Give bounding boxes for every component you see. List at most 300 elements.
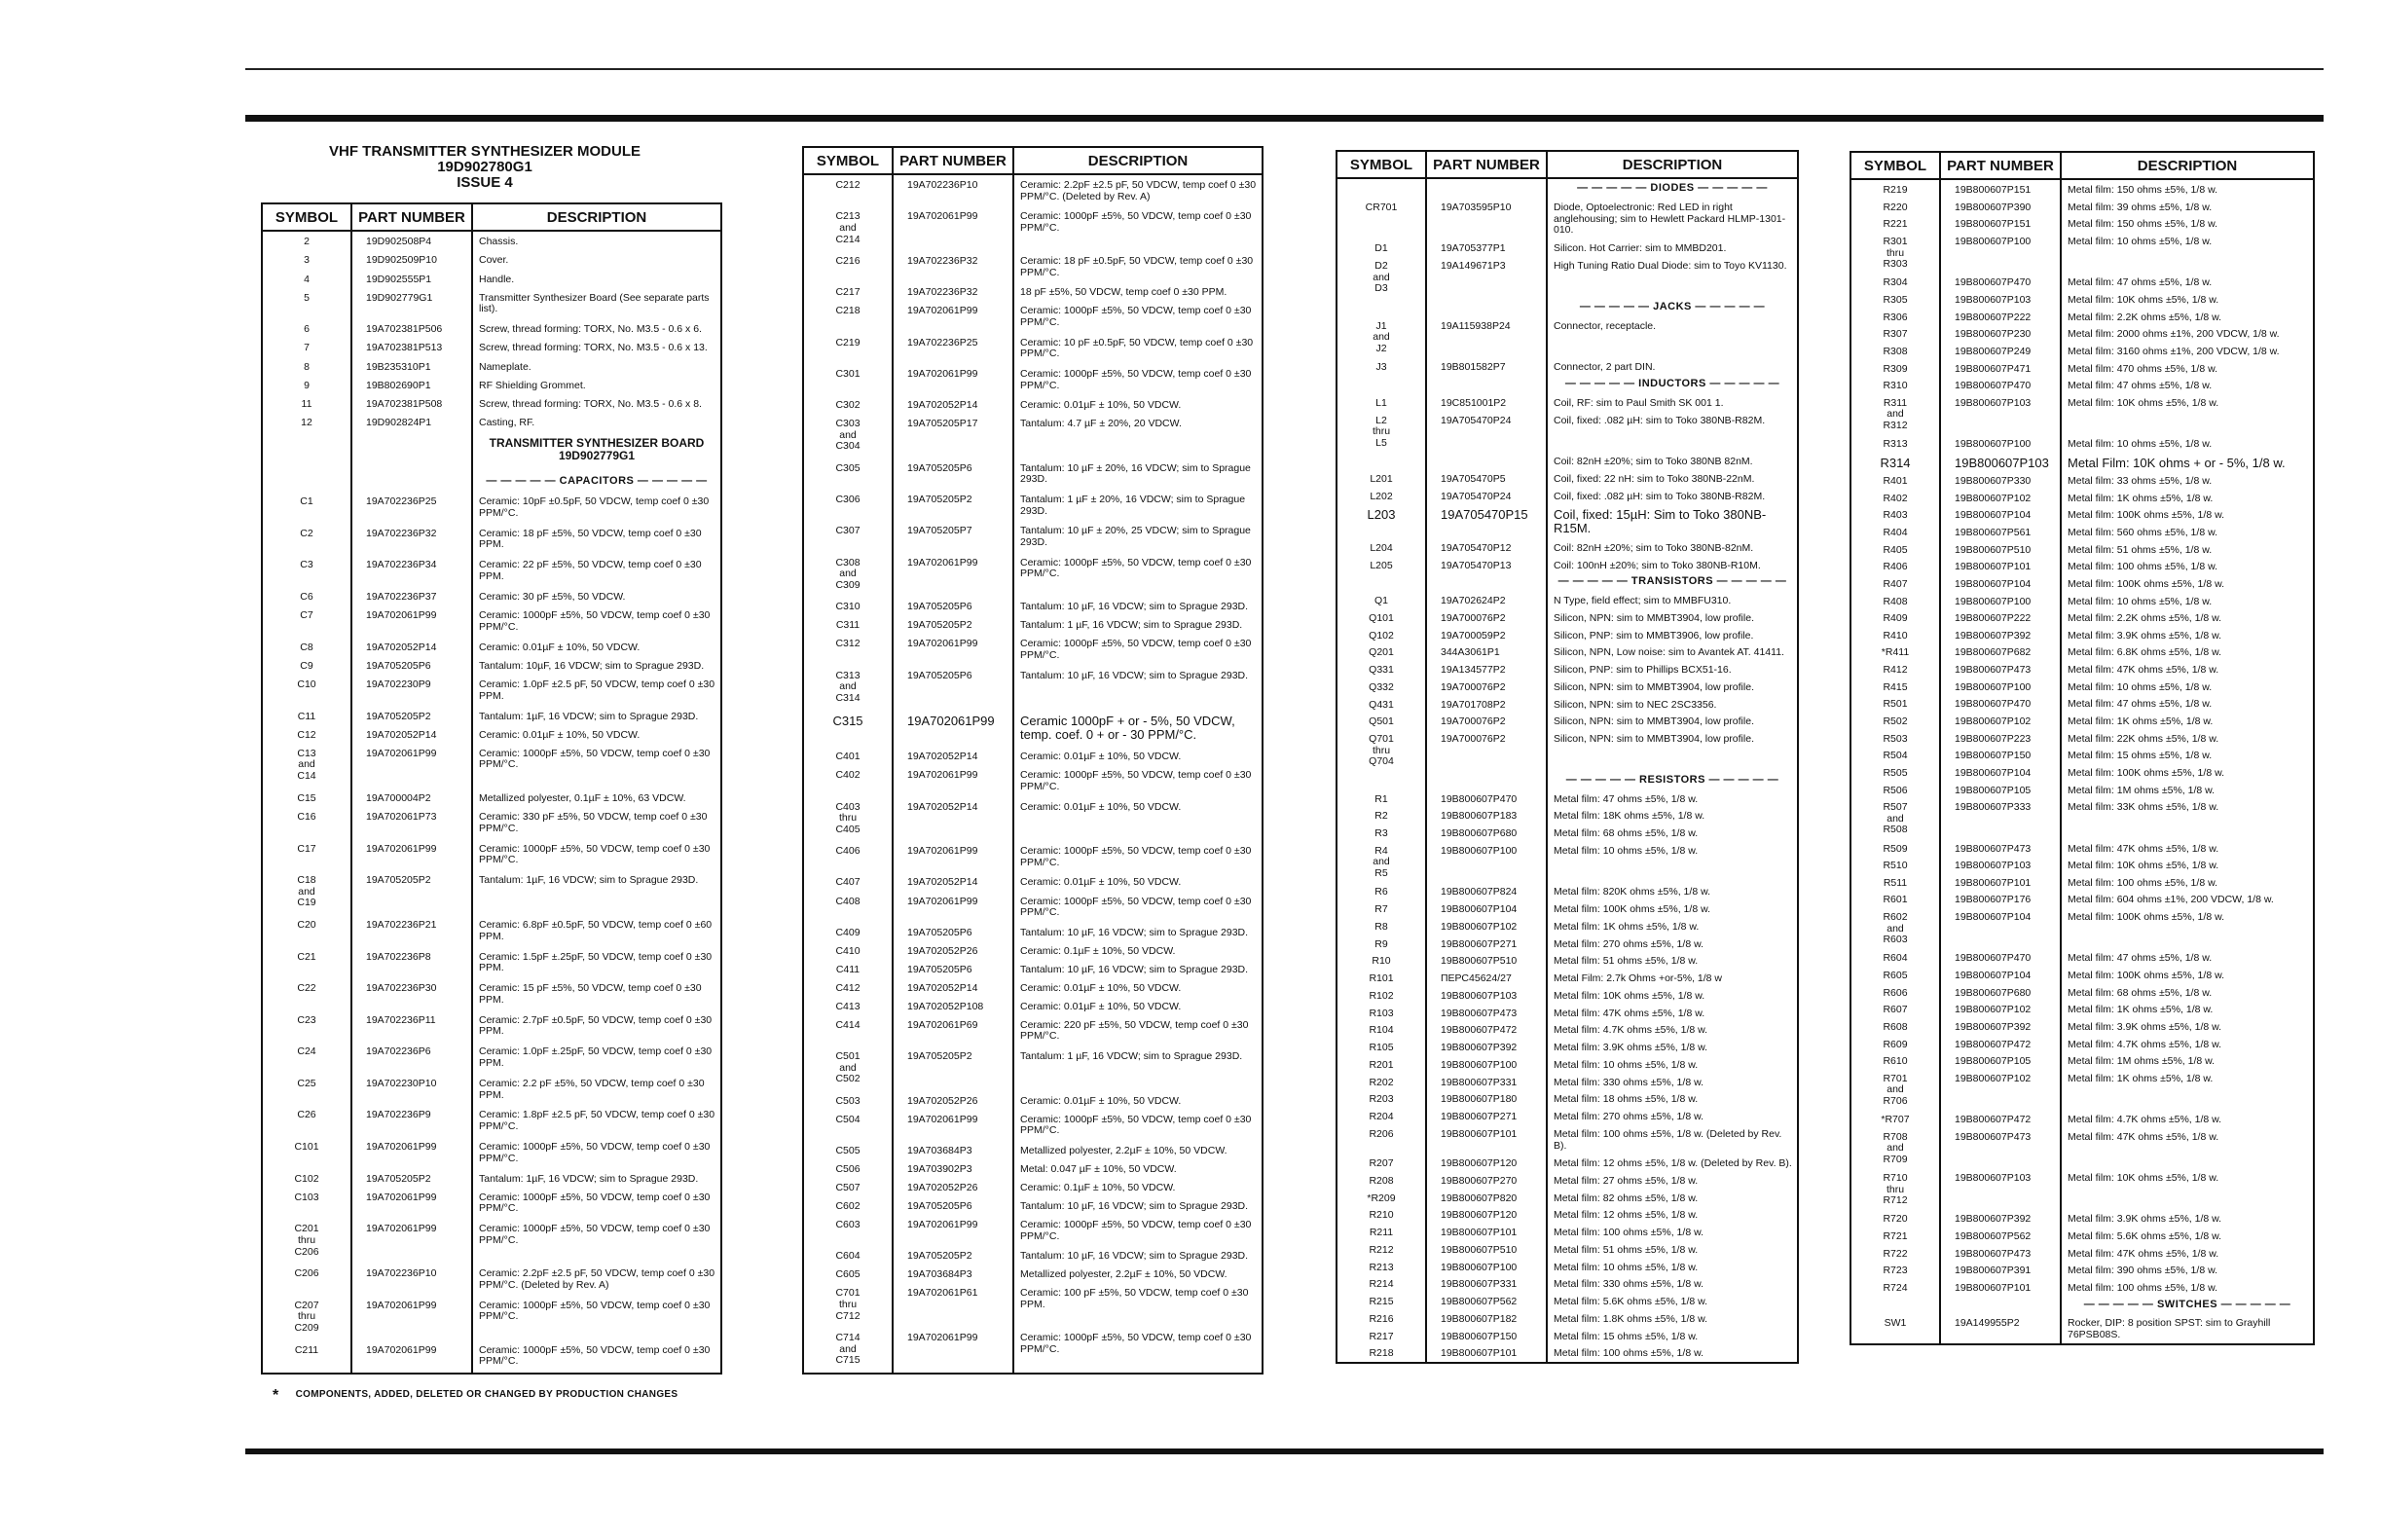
table-row xyxy=(262,319,721,338)
description-cell: Metallized polyester, 0.1µF ± 10%, 63 VDCW. xyxy=(472,788,721,807)
blank-cell xyxy=(1940,1296,2061,1314)
part-number-cell: 19B800607P331 xyxy=(1426,1274,1547,1292)
blank-cell xyxy=(1337,375,1426,393)
table-row xyxy=(1850,1244,2314,1262)
symbol-cell: L205 xyxy=(1337,556,1426,573)
description-cell: Metal film: 10 ohms ±5%, 1/8 w. xyxy=(2061,678,2314,695)
description-cell: Ceramic: 1.0pF ±.25pF, 50 VDCW, temp coef 0 ±30 PPM. xyxy=(472,1042,721,1074)
table-row xyxy=(262,1074,721,1106)
part-number-cell: 19B800607P100 xyxy=(1940,592,2061,609)
footnote xyxy=(273,1387,678,1405)
section-heading-row xyxy=(1337,572,1798,591)
part-number-cell: 19B800607P510 xyxy=(1426,1240,1547,1258)
part-number-cell: 19B800607P104 xyxy=(1940,505,2061,523)
table-row xyxy=(803,395,1263,414)
section-heading: — — — — — RESISTORS — — — — — xyxy=(1565,773,1779,786)
symbol-cell: R608 xyxy=(1850,1017,1940,1035)
part-number-cell: 19A705205P2 xyxy=(893,615,1013,634)
part-number-cell: 19A702061P99 xyxy=(351,605,472,638)
table-row xyxy=(803,710,1263,747)
part-number-cell: 19B800607P510 xyxy=(1940,540,2061,558)
part-number-cell: 19A702061P99 xyxy=(893,634,1013,665)
symbol-cell: C604 xyxy=(803,1246,893,1265)
table-row xyxy=(1337,316,1798,358)
symbol-header: SYMBOL xyxy=(1337,151,1426,178)
filler-cell xyxy=(1940,1342,2061,1344)
symbol-cell: R701 and R706 xyxy=(1850,1069,1940,1110)
part-number-cell: 19A702061P99 xyxy=(893,301,1013,332)
description-cell: Metal film: 2000 ohms ±1%, 200 VDCW, 1/8 w. xyxy=(2061,324,2314,342)
symbol-cell: C219 xyxy=(803,333,893,364)
symbol-cell: R308 xyxy=(1850,342,1940,359)
symbol-cell: C507 xyxy=(803,1178,893,1196)
description-cell: Metal film: 3.9K ohms ±5%, 1/8 w. xyxy=(2061,1209,2314,1227)
description-cell: Metal film: 270 ohms ±5%, 1/8 w. xyxy=(1547,1107,1798,1124)
table-row xyxy=(1850,746,2314,763)
table-row xyxy=(1850,1000,2314,1017)
table-row xyxy=(1337,626,1798,643)
table-row xyxy=(1850,763,2314,781)
table-row xyxy=(1337,806,1798,824)
description-cell: Metal film: 18K ohms ±5%, 1/8 w. xyxy=(1547,806,1798,824)
description-cell: Metal Film: 10K ohms + or - 5%, 1/8 w. xyxy=(2061,452,2314,471)
part-number-cell: 19B800607P333 xyxy=(1940,797,2061,838)
symbol-cell: C7 xyxy=(262,605,351,638)
part-number-cell: 19A134577P2 xyxy=(1426,660,1547,678)
heading-cell xyxy=(2061,1296,2314,1314)
part-number-cell: 19A702052P26 xyxy=(893,1091,1013,1110)
part-number-cell: 19B800607P271 xyxy=(1426,935,1547,952)
description-cell: Ceramic: 1000pF ±5%, 50 VDCW, temp coef 0 ±30 PPM/°C. xyxy=(472,605,721,638)
symbol-cell: R721 xyxy=(1850,1227,1940,1244)
symbol-cell: R2 xyxy=(1337,806,1426,824)
table-row xyxy=(1337,238,1798,256)
symbol-cell: R503 xyxy=(1850,729,1940,747)
symbol-cell: R218 xyxy=(1337,1343,1426,1361)
part-number-cell: 19B800607P180 xyxy=(1426,1089,1547,1107)
description-cell: Ceramic: 22 pF ±5%, 50 VDCW, temp coef 0 ±30 PPM. xyxy=(472,555,721,587)
table-row xyxy=(1337,256,1798,298)
symbol-cell: R724 xyxy=(1850,1278,1940,1296)
symbol-cell: C310 xyxy=(803,597,893,615)
part-number-cell: 19A702052P26 xyxy=(893,1178,1013,1196)
symbol-cell: R105 xyxy=(1337,1038,1426,1055)
symbol-cell: C11 xyxy=(262,707,351,725)
part-number-cell: 19B800607P472 xyxy=(1426,1020,1547,1038)
filler-cell xyxy=(893,1373,1013,1374)
part-number-cell: 19A702061P99 xyxy=(893,765,1013,796)
table-row xyxy=(803,1015,1263,1046)
part-number-cell: 19A705470P5 xyxy=(1426,469,1547,487)
part-number-cell: 19B800607P103 xyxy=(1940,290,2061,308)
part-number-header: PART NUMBER xyxy=(351,203,472,231)
blank-cell xyxy=(351,472,472,492)
symbol-cell: C410 xyxy=(803,941,893,960)
table-row xyxy=(1850,712,2314,729)
part-number-cell: 19B800607P176 xyxy=(1940,890,2061,907)
description-cell: Metal film: 6.8K ohms ±5%, 1/8 w. xyxy=(2061,642,2314,660)
part-number-cell: 19A702061P99 xyxy=(351,839,472,871)
symbol-cell: R723 xyxy=(1850,1261,1940,1278)
description-cell: Ceramic: 0.1µF ± 10%, 50 VDCW. xyxy=(1013,941,1263,960)
part-number-cell: 19A115938P24 xyxy=(1426,316,1547,358)
section-heading: — — — — — INDUCTORS — — — — — xyxy=(1564,377,1780,389)
description-cell: Ceramic: 10 pF ±0.5pF, 50 VDCW, temp coef 0 ±30 PPM/°C. xyxy=(1013,333,1263,364)
symbol-cell: C401 xyxy=(803,747,893,765)
table-row xyxy=(803,797,1263,842)
description-cell: Tantalum: 10µF, 16 VDCW; sim to Sprague 293D. xyxy=(472,656,721,675)
symbol-cell: C207 thru C209 xyxy=(262,1296,351,1340)
symbol-cell: C313 and C314 xyxy=(803,666,893,711)
description-cell: Screw, thread forming: TORX, No. M3.5 - 0.6 x 6. xyxy=(472,319,721,338)
filler-cell xyxy=(1013,1373,1263,1374)
table-row xyxy=(803,747,1263,765)
footnote-text: COMPONENTS, ADDED, DELETED OR CHANGED BY PRODUCTION CHANGES xyxy=(295,1389,678,1400)
description-cell: Metal film: 100 ohms ±5%, 1/8 w. xyxy=(2061,557,2314,574)
table-row xyxy=(262,788,721,807)
description-cell: Metal film: 1K ohms ±5%, 1/8 w. xyxy=(2061,1069,2314,1110)
part-number-cell: 19B800607P222 xyxy=(1940,308,2061,325)
description-cell: Tantalum: 10 µF, 16 VDCW; sim to Sprague 293D. xyxy=(1013,1196,1263,1215)
part-number-cell: 19B800607P104 xyxy=(1426,899,1547,917)
symbol-cell: R604 xyxy=(1850,948,1940,966)
description-cell: Metal film: 33K ohms ±5%, 1/8 w. xyxy=(2061,797,2314,838)
table-row xyxy=(803,765,1263,796)
table-row xyxy=(262,947,721,979)
table-row xyxy=(1850,434,2314,452)
table-row xyxy=(262,524,721,556)
table-row xyxy=(1850,523,2314,540)
part-number-cell: 19A702236P25 xyxy=(893,333,1013,364)
description-cell: Tantalum: 10 µF, 16 VDCW; sim to Sprague 293D. xyxy=(1013,923,1263,941)
table-row xyxy=(262,288,721,320)
part-number-cell: 19A149671P3 xyxy=(1426,256,1547,298)
part-number-cell: 19A702061P99 xyxy=(351,1296,472,1340)
description-cell: Metal film: 100K ohms ±5%, 1/8 w. xyxy=(2061,763,2314,781)
section-heading-row xyxy=(262,472,721,492)
part-number-cell: 19A702052P14 xyxy=(893,797,1013,842)
table-row xyxy=(1850,557,2314,574)
part-number-cell: 19A705205P2 xyxy=(893,1246,1013,1265)
part-number-cell: 19A702061P99 xyxy=(893,1215,1013,1246)
symbol-cell: 9 xyxy=(262,376,351,394)
description-cell: Metal film: 39 ohms ±5%, 1/8 w. xyxy=(2061,198,2314,215)
part-number-cell: 19D902824P1 xyxy=(351,413,472,431)
description-cell: 18 pF ±5%, 50 VDCW, temp coef 0 ±30 PPM. xyxy=(1013,282,1263,301)
symbol-header: SYMBOL xyxy=(262,203,351,231)
table-row xyxy=(1337,1073,1798,1090)
part-number-cell: 19A702061P69 xyxy=(893,1015,1013,1046)
part-number-cell: 19B800607P331 xyxy=(1426,1073,1547,1090)
table-row xyxy=(1850,626,2314,643)
part-number-cell: 19A705205P2 xyxy=(351,1169,472,1188)
module-title-line: ISSUE 4 xyxy=(457,174,513,191)
symbol-cell: C6 xyxy=(262,587,351,605)
table-row xyxy=(803,872,1263,891)
part-number-cell: 19A701708P2 xyxy=(1426,695,1547,713)
part-number-cell: 19B800607P471 xyxy=(1940,359,2061,377)
description-cell: Connector, receptacle. xyxy=(1547,316,1798,358)
part-number-cell: 19A702236P32 xyxy=(351,524,472,556)
symbol-cell: R202 xyxy=(1337,1073,1426,1090)
part-number-cell: 19A702236P6 xyxy=(351,1042,472,1074)
symbol-cell: Q1 xyxy=(1337,591,1426,608)
blank-cell xyxy=(1426,375,1547,393)
part-number-cell: 19A702236P37 xyxy=(351,587,472,605)
blank-cell xyxy=(1337,771,1426,789)
table-row xyxy=(1337,1107,1798,1124)
description-cell: Silicon, NPN, Low noise: sim to Avantek AT. 41411. xyxy=(1547,642,1798,660)
part-number-cell: 19A705470P13 xyxy=(1426,556,1547,573)
part-number-cell: 19A700076P2 xyxy=(1426,678,1547,695)
description-cell: Metal film: 10K ohms ±5%, 1/8 w. xyxy=(2061,1168,2314,1209)
module-title xyxy=(261,144,709,191)
description-cell: Ceramic: 1000pF ±5%, 50 VDCW, temp coef 0 ±30 PPM/°C. xyxy=(472,1296,721,1340)
part-number-cell: 19A702061P99 xyxy=(893,1328,1013,1373)
table-row xyxy=(1337,824,1798,841)
part-number-cell: 19B800607P102 xyxy=(1426,917,1547,935)
table-row xyxy=(1337,729,1798,771)
description-cell: Metal film: 10K ohms ±5%, 1/8 w. xyxy=(2061,856,2314,873)
table-row xyxy=(1337,1055,1798,1073)
symbol-cell: R506 xyxy=(1850,781,1940,798)
part-number-cell: 19B800607P271 xyxy=(1426,1107,1547,1124)
symbol-cell: C23 xyxy=(262,1010,351,1043)
parts-table-4 xyxy=(1850,151,2315,1345)
part-number-cell: 19A700076P2 xyxy=(1426,608,1547,626)
description-cell: Tantalum: 1 µF, 16 VDCW; sim to Sprague 293D. xyxy=(1013,1046,1263,1091)
description-cell: Metal film: 51 ohms ±5%, 1/8 w. xyxy=(1547,1240,1798,1258)
part-number-cell: 19B800607P101 xyxy=(1940,873,2061,891)
table-row xyxy=(262,413,721,431)
symbol-cell: R216 xyxy=(1337,1309,1426,1327)
table-row xyxy=(1850,273,2314,290)
table-row xyxy=(262,270,721,288)
description-cell: Metal film: 390 ohms ±5%, 1/8 w. xyxy=(2061,1261,2314,1278)
part-number-cell: 19A702236P11 xyxy=(351,1010,472,1043)
filler-cell xyxy=(2061,1342,2314,1344)
part-number-cell: 19A702061P99 xyxy=(893,553,1013,598)
symbol-cell: R311 and R312 xyxy=(1850,393,1940,434)
description-cell: Tantalum: 10 µF ± 20%, 25 VDCW; sim to Sprague 293D. xyxy=(1013,521,1263,552)
symbol-cell: C505 xyxy=(803,1141,893,1159)
table-row xyxy=(1850,471,2314,489)
description-cell: Ceramic: 1000pF ±5%, 50 VDCW, temp coef 0 ±30 PPM/°C. xyxy=(1013,1328,1263,1373)
symbol-cell: C307 xyxy=(803,521,893,552)
part-number-cell: 19A705205P6 xyxy=(893,1196,1013,1215)
symbol-cell: R509 xyxy=(1850,839,1940,857)
part-number-cell: 19B800607P392 xyxy=(1940,1209,2061,1227)
table-row xyxy=(1850,452,2314,471)
table-row xyxy=(262,656,721,675)
symbol-cell: C714 and C715 xyxy=(803,1328,893,1373)
table-row xyxy=(803,1178,1263,1196)
table-row xyxy=(262,1296,721,1340)
symbol-cell: C503 xyxy=(803,1091,893,1110)
symbol-cell: C15 xyxy=(262,788,351,807)
part-number-cell: 19B800607P230 xyxy=(1940,324,2061,342)
symbol-cell: C17 xyxy=(262,839,351,871)
symbol-cell: *R707 xyxy=(1850,1110,1940,1127)
description-cell: Metallized polyester, 2.2µF ± 10%, 50 VDCW. xyxy=(1013,1141,1263,1159)
part-number-cell: 19B800607P392 xyxy=(1940,1017,2061,1035)
table-row xyxy=(1337,969,1798,986)
table-row xyxy=(1337,1343,1798,1361)
part-number-cell: 19A702236P9 xyxy=(351,1105,472,1137)
symbol-cell: R101 xyxy=(1337,969,1426,986)
symbol-cell: C302 xyxy=(803,395,893,414)
description-cell: Ceramic: 10pF ±0.5pF, 50 VDCW, temp coef 0 ±30 PPM/°C. xyxy=(472,492,721,524)
description-cell: Metal film: 100 ohms ±5%, 1/8 w. xyxy=(1547,1223,1798,1240)
table-row xyxy=(262,978,721,1010)
description-cell: Ceramic: 1000pF ±5%, 50 VDCW, temp coef 0 ±30 PPM/°C. xyxy=(1013,841,1263,872)
description-cell: Ceramic: 1000pF ±5%, 50 VDCW, temp coef 0 ±30 PPM/°C. xyxy=(1013,1215,1263,1246)
board-subheading: TRANSMITTER SYNTHESIZER BOARD 19D902779G1 xyxy=(489,436,705,463)
description-cell: Tantalum: 1µF, 16 VDCW; sim to Sprague 293D. xyxy=(472,1169,721,1188)
description-cell: Metal film: 5.6K ohms ±5%, 1/8 w. xyxy=(2061,1227,2314,1244)
part-number-cell: 19A700059P2 xyxy=(1426,626,1547,643)
symbol-cell: C403 thru C405 xyxy=(803,797,893,842)
filler-row xyxy=(262,1372,721,1374)
description-cell: Metal film: 82 ohms ±5%, 1/8 w. xyxy=(1547,1189,1798,1206)
table-row xyxy=(1337,393,1798,411)
table-row xyxy=(803,553,1263,598)
description-cell: Ceramic: 1000pF ±5%, 50 VDCW, temp coef 0 ±30 PPM/°C. xyxy=(1013,892,1263,923)
part-number-cell: 19B800607P680 xyxy=(1940,983,2061,1001)
part-number-cell: 19B800607P120 xyxy=(1426,1154,1547,1171)
symbol-cell: R406 xyxy=(1850,557,1940,574)
part-number-cell: 19B800607P824 xyxy=(1426,882,1547,899)
part-number-cell: 19A705205P2 xyxy=(893,1046,1013,1091)
table-row xyxy=(803,1265,1263,1283)
table-row xyxy=(262,707,721,725)
part-number-cell: 19B800607P473 xyxy=(1940,1244,2061,1262)
part-number-cell: 19A702230P10 xyxy=(351,1074,472,1106)
part-number-cell: 19B800607P392 xyxy=(1940,626,2061,643)
description-cell: Ceramic: 0.01µF ± 10%, 50 VDCW. xyxy=(472,725,721,744)
description-cell: Metal film: 10 ohms ±5%, 1/8 w. xyxy=(1547,1055,1798,1073)
description-cell: Metal film: 2.2K ohms ±5%, 1/8 w. xyxy=(2061,608,2314,626)
table-row xyxy=(1337,951,1798,969)
table-row xyxy=(262,870,721,915)
description-cell: Metal film: 47 ohms ±5%, 1/8 w. xyxy=(2061,694,2314,712)
table-row xyxy=(1850,574,2314,592)
table-row xyxy=(262,250,721,269)
part-number-cell: 19A705205P6 xyxy=(893,597,1013,615)
table-row xyxy=(262,744,721,788)
symbol-cell: R502 xyxy=(1850,712,1940,729)
part-number-cell: 19B800607P472 xyxy=(1940,1035,2061,1052)
part-number-cell: 19A705205P6 xyxy=(893,666,1013,711)
symbol-cell: L201 xyxy=(1337,469,1426,487)
symbol-cell: C305 xyxy=(803,458,893,490)
table-row xyxy=(1337,695,1798,713)
description-cell: N Type, field effect; sim to MMBFU310. xyxy=(1547,591,1798,608)
description-cell: Metal film: 100K ohms ±5%, 1/8 w. xyxy=(2061,574,2314,592)
description-cell: Ceramic: 1000pF ±5%, 50 VDCW, temp coef 0 ±30 PPM/°C. xyxy=(1013,206,1263,251)
symbol-cell: R401 xyxy=(1850,471,1940,489)
symbol-cell: R204 xyxy=(1337,1107,1426,1124)
table-row xyxy=(1337,591,1798,608)
description-cell: Ceramic: 0.01µF ± 10%, 50 VDCW. xyxy=(1013,978,1263,997)
description-cell: Metal film: 51 ohms ±5%, 1/8 w. xyxy=(2061,540,2314,558)
table-row xyxy=(803,174,1263,206)
blank-cell xyxy=(1426,298,1547,316)
part-number-cell: 19A703902P3 xyxy=(893,1159,1013,1178)
part-number-cell: 19B800607P100 xyxy=(1426,841,1547,883)
description-cell: Metal film: 100K ohms ±5%, 1/8 w. xyxy=(1547,899,1798,917)
description-cell: Ceramic: 330 pF ±5%, 50 VDCW, temp coef 0 ±30 PPM/°C. xyxy=(472,807,721,839)
part-number-cell: 19B800607P101 xyxy=(1426,1223,1547,1240)
symbol-cell: C605 xyxy=(803,1265,893,1283)
symbol-cell: R211 xyxy=(1337,1223,1426,1240)
part-number-cell: 19A703595P10 xyxy=(1426,198,1547,239)
symbol-cell: CR701 xyxy=(1337,198,1426,239)
part-number-cell: 19A705205P2 xyxy=(893,490,1013,521)
description-cell: Metal film: 27 ohms ±5%, 1/8 w. xyxy=(1547,1171,1798,1189)
part-number-cell: 19A702236P21 xyxy=(351,915,472,947)
description-cell: Metal film: 15 ohms ±5%, 1/8 w. xyxy=(2061,746,2314,763)
table-row xyxy=(1337,487,1798,504)
table-row xyxy=(1850,907,2314,948)
part-number-cell: 19A703684P3 xyxy=(893,1265,1013,1283)
description-cell: Tantalum: 10 µF ± 20%, 16 VDCW; sim to Sprague 293D. xyxy=(1013,458,1263,490)
description-cell: Metal film: 100K ohms ±5%, 1/8 w. xyxy=(2061,505,2314,523)
table-row xyxy=(262,394,721,413)
symbol-cell: C20 xyxy=(262,915,351,947)
symbol-cell: R215 xyxy=(1337,1292,1426,1309)
table-row xyxy=(1850,393,2314,434)
symbol-cell: Q701 thru Q704 xyxy=(1337,729,1426,771)
table-row xyxy=(803,251,1263,282)
description-cell: Ceramic: 1.8pF ±2.5 pF, 50 VDCW, temp coef 0 ±30 PPM/°C. xyxy=(472,1105,721,1137)
part-number-cell: 19A705377P1 xyxy=(1426,238,1547,256)
description-cell: Metal film: 1K ohms ±5%, 1/8 w. xyxy=(1547,917,1798,935)
table-row xyxy=(1850,1051,2314,1069)
table-row xyxy=(1850,856,2314,873)
part-number-cell: 19D902508P4 xyxy=(351,231,472,250)
part-number-cell: 19A705470P12 xyxy=(1426,538,1547,556)
symbol-cell: Q201 xyxy=(1337,642,1426,660)
description-cell: Tantalum: 10 µF, 16 VDCW; sim to Sprague 293D. xyxy=(1013,1246,1263,1265)
table-row xyxy=(803,364,1263,395)
part-number-cell: 19B800607P391 xyxy=(1940,1261,2061,1278)
symbol-cell: L203 xyxy=(1337,503,1426,538)
description-cell: Metal film: 47K ohms ±5%, 1/8 w. xyxy=(2061,1127,2314,1168)
filler-cell xyxy=(1850,1342,1940,1344)
description-cell: Screw, thread forming: TORX, No. M3.5 - 0.6 x 13. xyxy=(472,338,721,356)
symbol-cell: C206 xyxy=(262,1264,351,1296)
part-number-cell: 19A700076P2 xyxy=(1426,712,1547,729)
symbol-cell: R104 xyxy=(1337,1020,1426,1038)
description-cell: Tantalum: 10 µF, 16 VDCW; sim to Sprague 293D. xyxy=(1013,597,1263,615)
table-row xyxy=(1337,198,1798,239)
description-cell: Metal film: 68 ohms ±5%, 1/8 w. xyxy=(1547,824,1798,841)
description-cell: High Tuning Ratio Dual Diode: sim to Toyo KV1130. xyxy=(1547,256,1798,298)
part-number-cell: 19A702052P14 xyxy=(351,725,472,744)
table-row xyxy=(803,490,1263,521)
part-number-cell: 19B800607P562 xyxy=(1940,1227,2061,1244)
table-row xyxy=(1850,1127,2314,1168)
part-number-cell: 19B800607P151 xyxy=(1940,179,2061,198)
table-row xyxy=(1850,608,2314,626)
description-cell: Ceramic: 2.2 pF ±5%, 50 VDCW, temp coef 0 ±30 PPM. xyxy=(472,1074,721,1106)
description-cell: Ceramic: 1000pF ±5%, 50 VDCW, temp coef 0 ±30 PPM/°C. xyxy=(472,1188,721,1220)
heading-cell xyxy=(1547,375,1798,393)
part-number-header: PART NUMBER xyxy=(1426,151,1547,178)
table-row xyxy=(1850,592,2314,609)
table-row xyxy=(1850,678,2314,695)
